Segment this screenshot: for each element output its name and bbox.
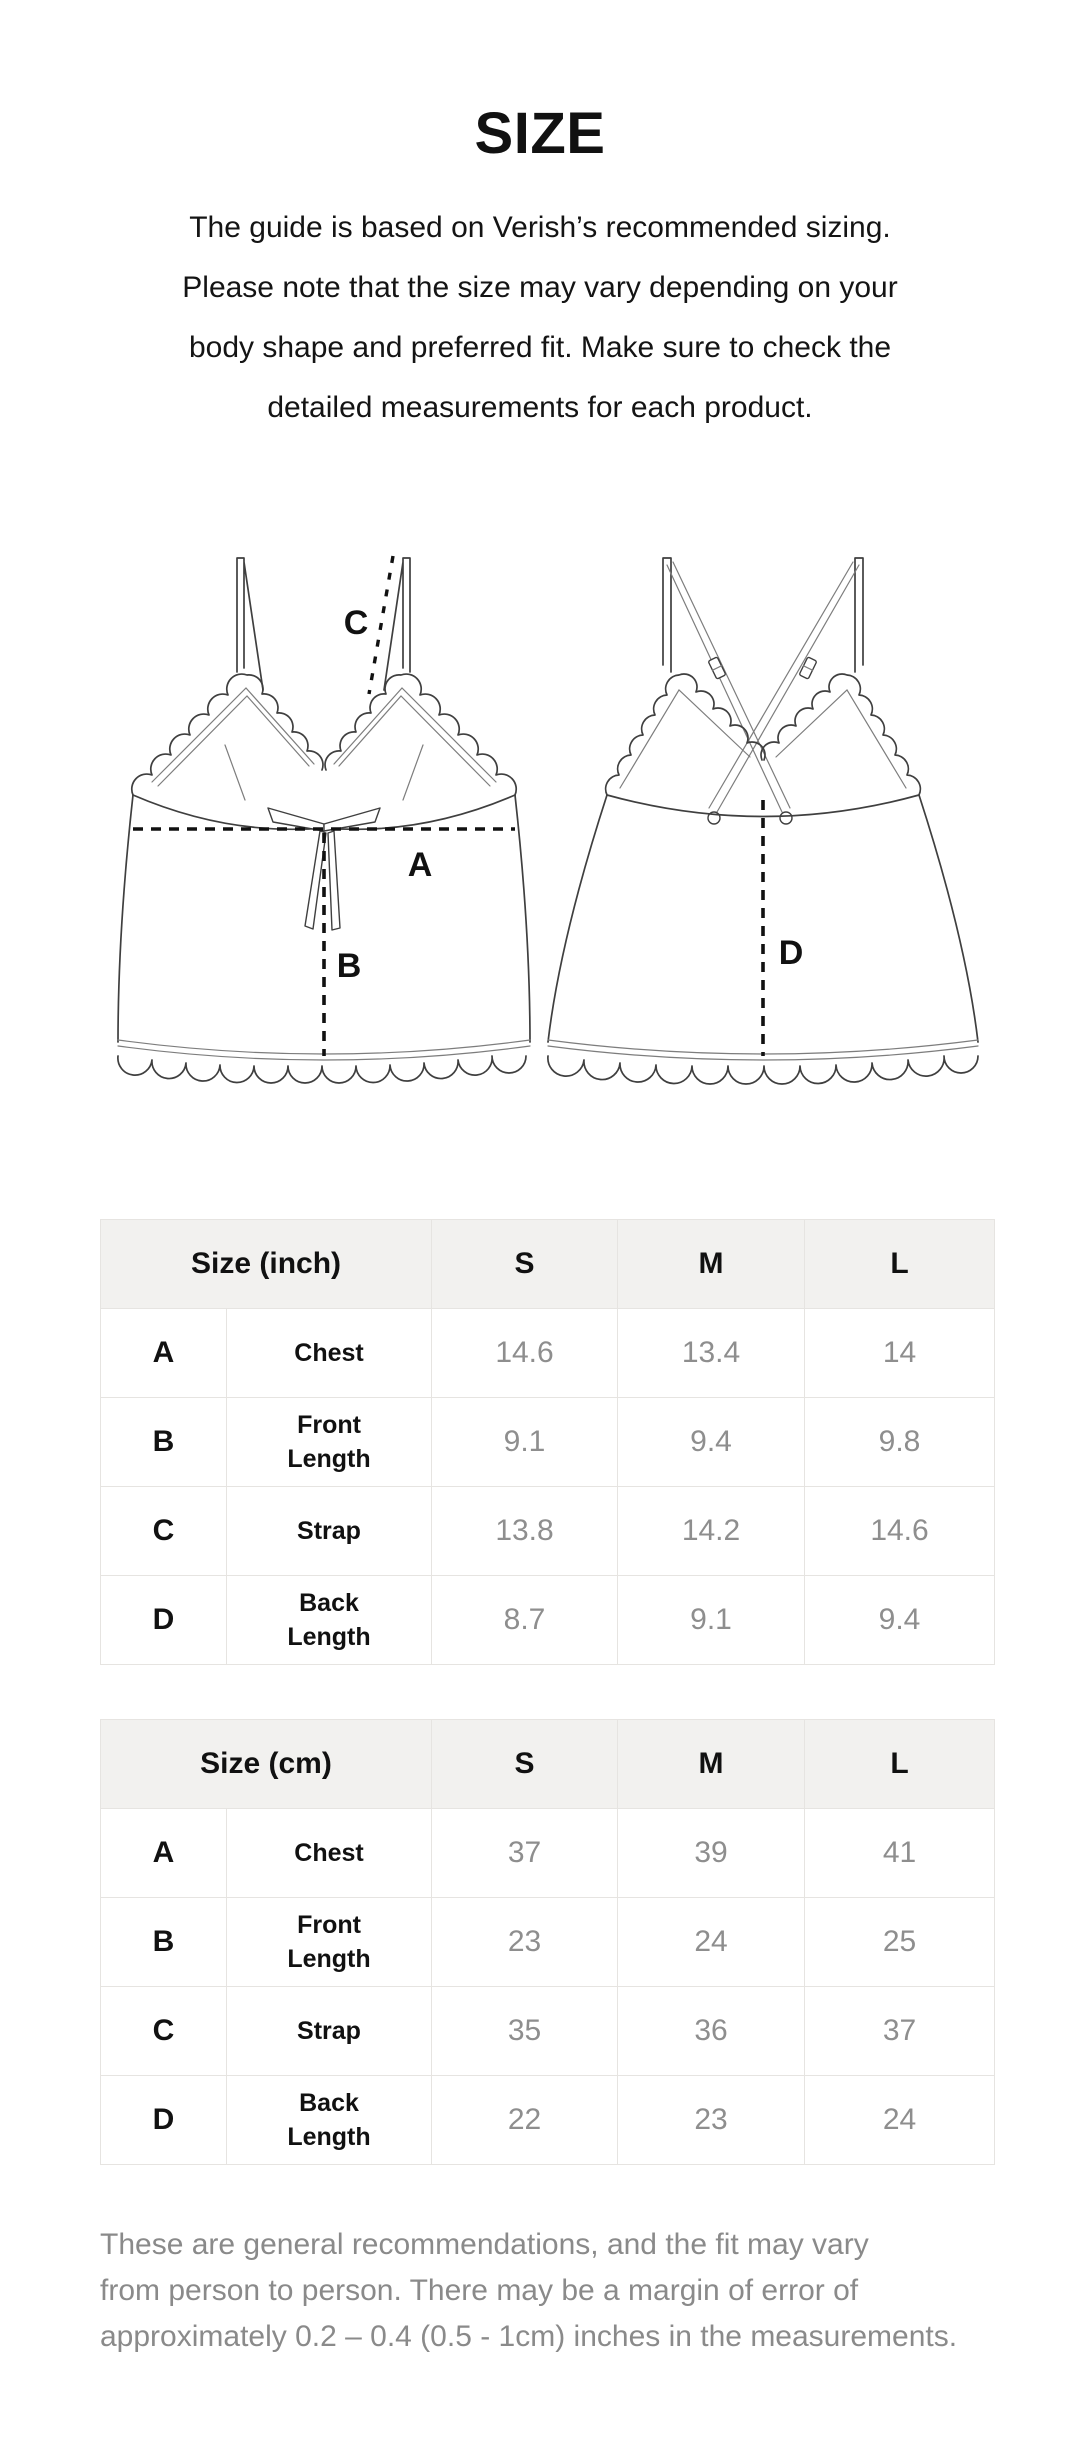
table-row [101, 1398, 995, 1487]
row-label-text: Chest [294, 1839, 364, 1867]
row-label-text: Back Length [287, 1589, 371, 1651]
value-cell: 13.4 [618, 1309, 805, 1398]
disclaimer-line: from person to person. There may be a margin of error of [100, 2274, 859, 2307]
table-row [101, 1809, 995, 1898]
value-cell: 9.4 [618, 1398, 805, 1487]
value-cell: 8.7 [432, 1576, 618, 1665]
row-key: C [101, 1987, 227, 2076]
row-label-text: Front Length [287, 1411, 371, 1473]
table-row [101, 2076, 995, 2165]
value-cell: 22 [432, 2076, 618, 2165]
description-line: detailed measurements for each product. [267, 391, 813, 424]
value-cell: 37 [805, 1987, 995, 2076]
row-key: B [101, 1898, 227, 1987]
row-label [227, 1898, 432, 1987]
description-line: The guide is based on Verish’s recommended sizing. [189, 211, 891, 244]
row-label [227, 1809, 432, 1898]
row-key: D [101, 2076, 227, 2165]
table-row [101, 1987, 995, 2076]
row-label [227, 1576, 432, 1665]
size-header-s: S [432, 1220, 618, 1309]
value-cell: 23 [432, 1898, 618, 1987]
value-cell: 14 [805, 1309, 995, 1398]
table-header-row [101, 1720, 995, 1809]
value-cell: 9.8 [805, 1398, 995, 1487]
size-table-inch [100, 1219, 994, 1665]
row-label [227, 1309, 432, 1398]
row-label [227, 1487, 432, 1576]
value-cell: 39 [618, 1809, 805, 1898]
disclaimer-line: These are general recommendations, and the fit may vary [100, 2228, 869, 2261]
value-cell: 14.6 [805, 1487, 995, 1576]
page-title: SIZE [474, 101, 606, 166]
value-cell: 23 [618, 2076, 805, 2165]
value-cell: 25 [805, 1898, 995, 1987]
table-row [101, 1898, 995, 1987]
size-header-m: M [618, 1220, 805, 1309]
value-cell: 9.1 [432, 1398, 618, 1487]
value-cell: 41 [805, 1809, 995, 1898]
measure-label-c: C [343, 604, 369, 642]
row-key: B [101, 1398, 227, 1487]
row-label [227, 1398, 432, 1487]
size-guide-description [0, 198, 1080, 438]
row-label [227, 1987, 432, 2076]
measure-label-d: D [778, 934, 804, 972]
row-key: C [101, 1487, 227, 1576]
size-header-m: M [618, 1720, 805, 1809]
row-key: D [101, 1576, 227, 1665]
value-cell: 9.4 [805, 1576, 995, 1665]
size-table-cm [100, 1719, 994, 2165]
table-row [101, 1487, 995, 1576]
value-cell: 37 [432, 1809, 618, 1898]
value-cell: 35 [432, 1987, 618, 2076]
size-header-s: S [432, 1720, 618, 1809]
measure-line-strap [369, 556, 393, 694]
row-label [227, 2076, 432, 2165]
value-cell: 14.6 [432, 1309, 618, 1398]
value-cell: 9.1 [618, 1576, 805, 1665]
value-cell: 13.8 [432, 1487, 618, 1576]
size-guide-disclaimer [100, 2222, 1020, 2360]
row-label-text: Strap [297, 1517, 361, 1545]
description-line: body shape and preferred fit. Make sure to check the [188, 331, 892, 364]
table-header-row [101, 1220, 995, 1309]
camisole-measurement-diagram [0, 545, 1080, 1125]
row-key: A [101, 1309, 227, 1398]
row-label-text: Strap [297, 2017, 361, 2045]
value-cell: 24 [805, 2076, 995, 2165]
strap-ring [780, 812, 792, 824]
measure-label-a: A [407, 846, 433, 884]
unit-header-cell: Size (cm) [101, 1720, 432, 1809]
value-cell: 14.2 [618, 1487, 805, 1576]
disclaimer-line: approximately 0.2 – 0.4 (0.5 - 1cm) inches in the measurements. [100, 2320, 958, 2353]
row-label-text: Chest [294, 1339, 364, 1367]
unit-header-cell: Size (inch) [101, 1220, 432, 1309]
size-header-l: L [805, 1720, 995, 1809]
size-header-l: L [805, 1220, 995, 1309]
table-row [101, 1309, 995, 1398]
table-row [101, 1576, 995, 1665]
row-key: A [101, 1809, 227, 1898]
measure-label-b: B [336, 947, 362, 985]
value-cell: 24 [618, 1898, 805, 1987]
row-label-text: Back Length [287, 2089, 371, 2151]
description-line: Please note that the size may vary depending on your [182, 271, 898, 304]
row-label-text: Front Length [287, 1911, 371, 1973]
value-cell: 36 [618, 1987, 805, 2076]
